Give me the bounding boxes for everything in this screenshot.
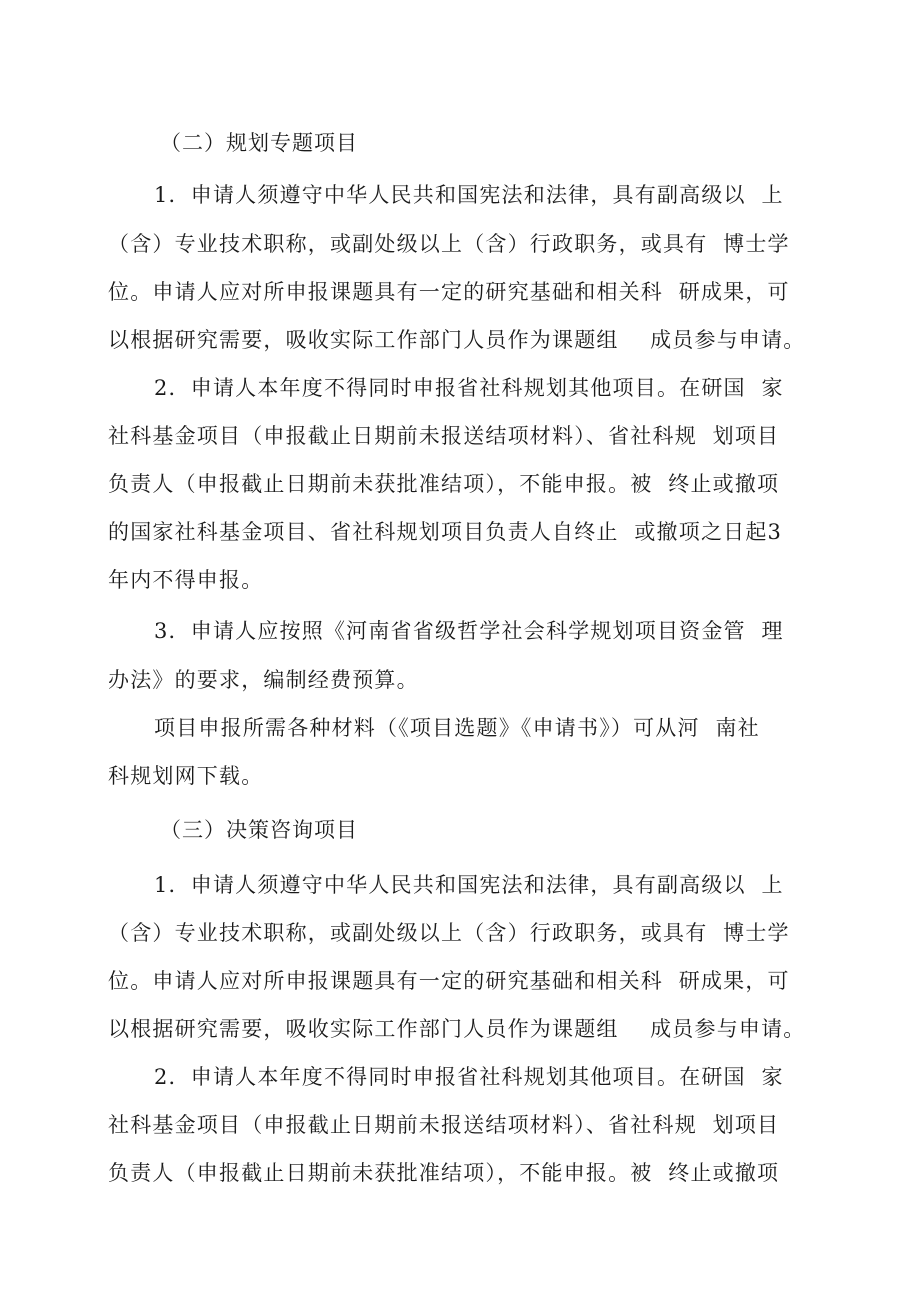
paragraph-line: 年内不得申报。 <box>108 568 264 592</box>
paragraph-line: 项目申报所需各种材料（《项目选题》《申请书》）可从河 南社 <box>154 716 760 740</box>
paragraph-line: 负责人（申报截止日期前未获批准结项），不能申报。被 终止或撤项 <box>108 472 780 496</box>
paragraph-line: 社科基金项目（申报截止日期前未报送结项材料）、省社科规 划项目 <box>108 424 780 448</box>
paragraph-line: （含）专业技术职称，或副处级以上（含）行政职务，或具有 博士学 <box>108 921 790 945</box>
paragraph-line: 位。申请人应对所申报课题具有一定的研究基础和相关科 研成果，可 <box>108 969 790 993</box>
section-heading: （二）规划专题项目 <box>160 131 358 155</box>
paragraph-line: 2．申请人本年度不得同时申报省社科规划其他项目。在研国 家 <box>154 1065 784 1089</box>
paragraph-line: 社科基金项目（申报截止日期前未报送结项材料）、省社科规 划项目 <box>108 1113 780 1137</box>
paragraph-line: 3．申请人应按照《河南省省级哲学社会科学规划项目资金管 理 <box>154 619 784 643</box>
paragraph-line: 以根据研究需要，吸收实际工作部门人员作为课题组 成员参与申请。 <box>108 1017 806 1041</box>
paragraph-line: （含）专业技术职称，或副处级以上（含）行政职务，或具有 博士学 <box>108 232 790 256</box>
section-heading: （三）决策咨询项目 <box>160 818 358 842</box>
paragraph-line: 科规划网下载。 <box>108 764 264 788</box>
paragraph-line: 负责人（申报截止日期前未获批准结项），不能申报。被 终止或撤项 <box>108 1161 780 1185</box>
paragraph-line: 办法》的要求，编制经费预算。 <box>108 668 419 692</box>
paragraph-line: 1．申请人须遵守中华人民共和国宪法和法律，具有副高级以 上 <box>154 183 784 207</box>
paragraph-line: 1．申请人须遵守中华人民共和国宪法和法律，具有副高级以 上 <box>154 873 784 897</box>
paragraph-line: 的国家社科基金项目、省社科规划项目负责人自终止 或撤项之日起3 <box>108 520 783 544</box>
paragraph-line: 以根据研究需要，吸收实际工作部门人员作为课题组 成员参与申请。 <box>108 328 806 352</box>
paragraph-line: 2．申请人本年度不得同时申报省社科规划其他项目。在研国 家 <box>154 376 784 400</box>
paragraph-line: 位。申请人应对所申报课题具有一定的研究基础和相关科 研成果，可 <box>108 280 790 304</box>
